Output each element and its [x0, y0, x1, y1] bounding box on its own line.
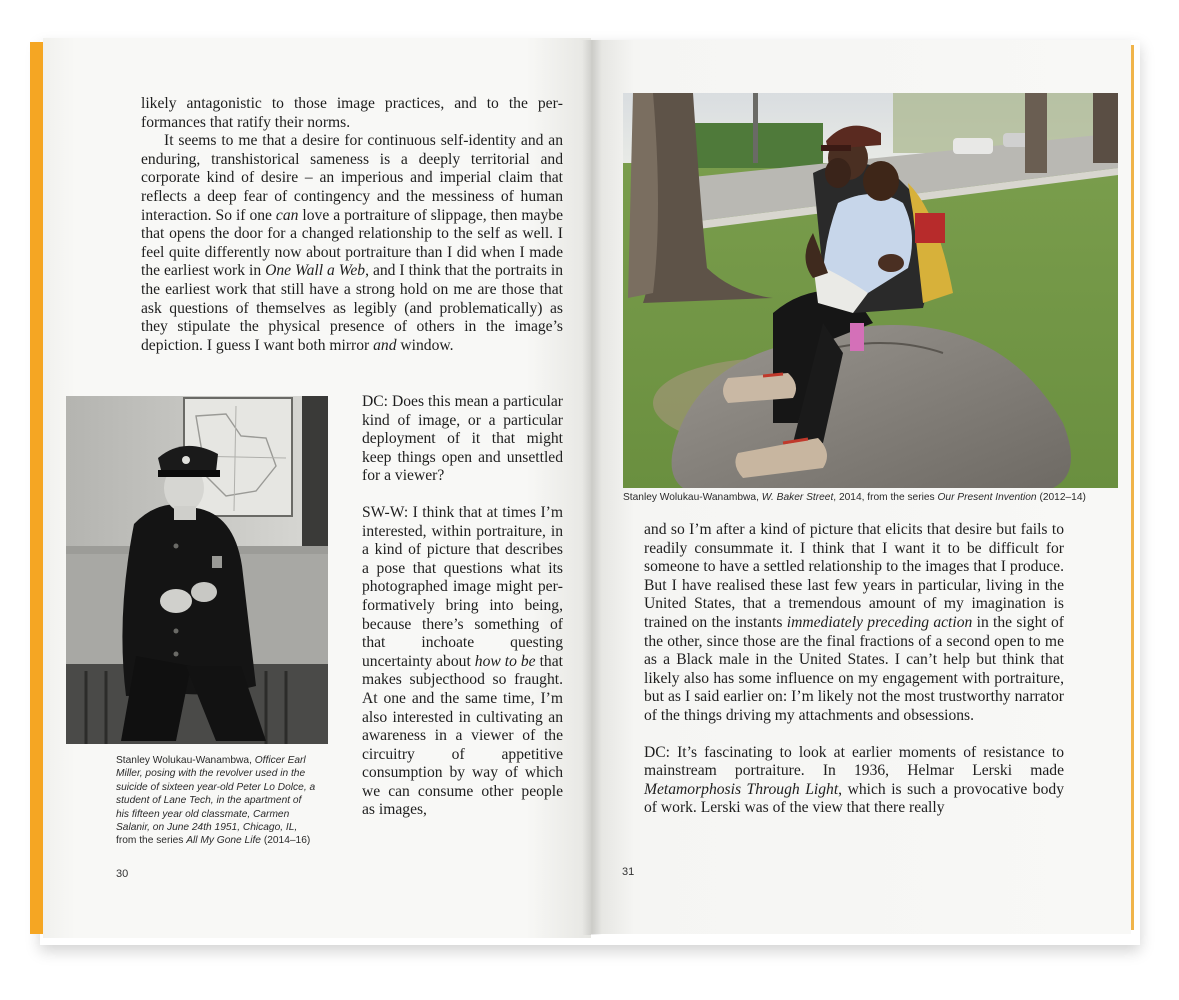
- caption-artist: Stanley Wolukau-Wanambwa,: [623, 492, 759, 503]
- caption-title: Officer Earl Miller, posing with the revolver used in the suicide of sixteen year-old Peter Lo Dolce, a student of Lane Tech, in the apartment of his fifteen year old classmate, Carmen Salanir, on June 24th 1951, Chicago, IL,: [116, 755, 316, 834]
- gutter-shadow: [582, 40, 602, 935]
- right-caption: [623, 491, 1123, 504]
- dc-question: DC: It’s fascinating to look at earlier moments of resistance to mainstream portraiture. In 1936, Helmar Lerski made Metamorphosis Through Light, which is such a provocative body of work. Lerski was of the view that there really: [644, 743, 1064, 817]
- book-edge-left: [30, 42, 43, 934]
- left-page-number: 30: [116, 868, 129, 880]
- paragraph: and so I’m after a kind of picture that elicits that desire but fails to readily consummate it. I think that I want it to be difficult for someone to have a settled relationship to the images that I produce. But I have realised these last few years in particular, living in the United States, that a tremendous amount of my imagination is trained on the instants immediately preceding action in the sight of the other, since those are the final fractions of a second open to me as a Black male in the United States. I can’t help but think that likely also has some influence on my engagement with portraiture, but as I said earlier on: I’m likely not the most trustworthy narrator of the things driving my attachments and obsessions.: [644, 521, 1064, 724]
- paragraph: It seems to me that a desire for continuous self-identity and an enduring, transhistorical sameness is a deeply territorial and corporate kind of desire – an imperious and imperial claim that reflects a deep fear of contingency and the messiness of human interaction. So if one can love a portraiture of slippage, then maybe that opens the door for a changed relationship to the self as well. I feel quite differently now about portraiture than I did when I made the earliest work in One Wall a Web, and I think that the portraits in the earliest work that still have a strong hold on me are those that ask questions of themselves as legibly (and problematically) as they stipulate the physical presence of others in the image’s depiction. I guess I want both mirror and window.: [141, 132, 563, 354]
- right-page-number: 31: [622, 866, 635, 878]
- caption-series: Our Present Invention: [937, 492, 1037, 503]
- sww-answer: SW-W: I think that at times I’m interested, within portraiture, in a kind of picture that describes a pose that questions what its photographed image might performatively bring into being, because there’s something of that inchoate questing uncertainty about how to be that makes subjecthood so fraught. At one and the same time, I’m also interested in cultivating an awareness in a viewer of the circuitry of appetitive consumption by way of which we can consume other people as images,: [362, 503, 563, 819]
- caption-years: (2012–14): [1039, 492, 1086, 503]
- caption-series: All My Gone Life: [186, 835, 261, 847]
- baker-street-photo: [623, 93, 1118, 488]
- left-text-top: [141, 95, 563, 355]
- paragraph: likely antagonistic to those image practices, and to the performances that ratify their norms.: [141, 95, 563, 131]
- caption-series-prefix: from the series: [116, 835, 184, 847]
- caption-date: , 2014, from the series: [833, 492, 935, 503]
- caption-years: (2014–16): [263, 835, 311, 847]
- officer-photo: [66, 396, 328, 744]
- caption-title: W. Baker Street: [761, 492, 834, 503]
- left-caption: [116, 754, 316, 848]
- right-text: [644, 521, 1064, 818]
- caption-artist: Stanley Wolukau-Wanambwa,: [116, 755, 252, 766]
- left-text-column: [362, 393, 563, 820]
- dc-question: DC: Does this mean a particular kind of image, or a particular deployment of it that might keep things open and unsettled for a viewer?: [362, 393, 563, 485]
